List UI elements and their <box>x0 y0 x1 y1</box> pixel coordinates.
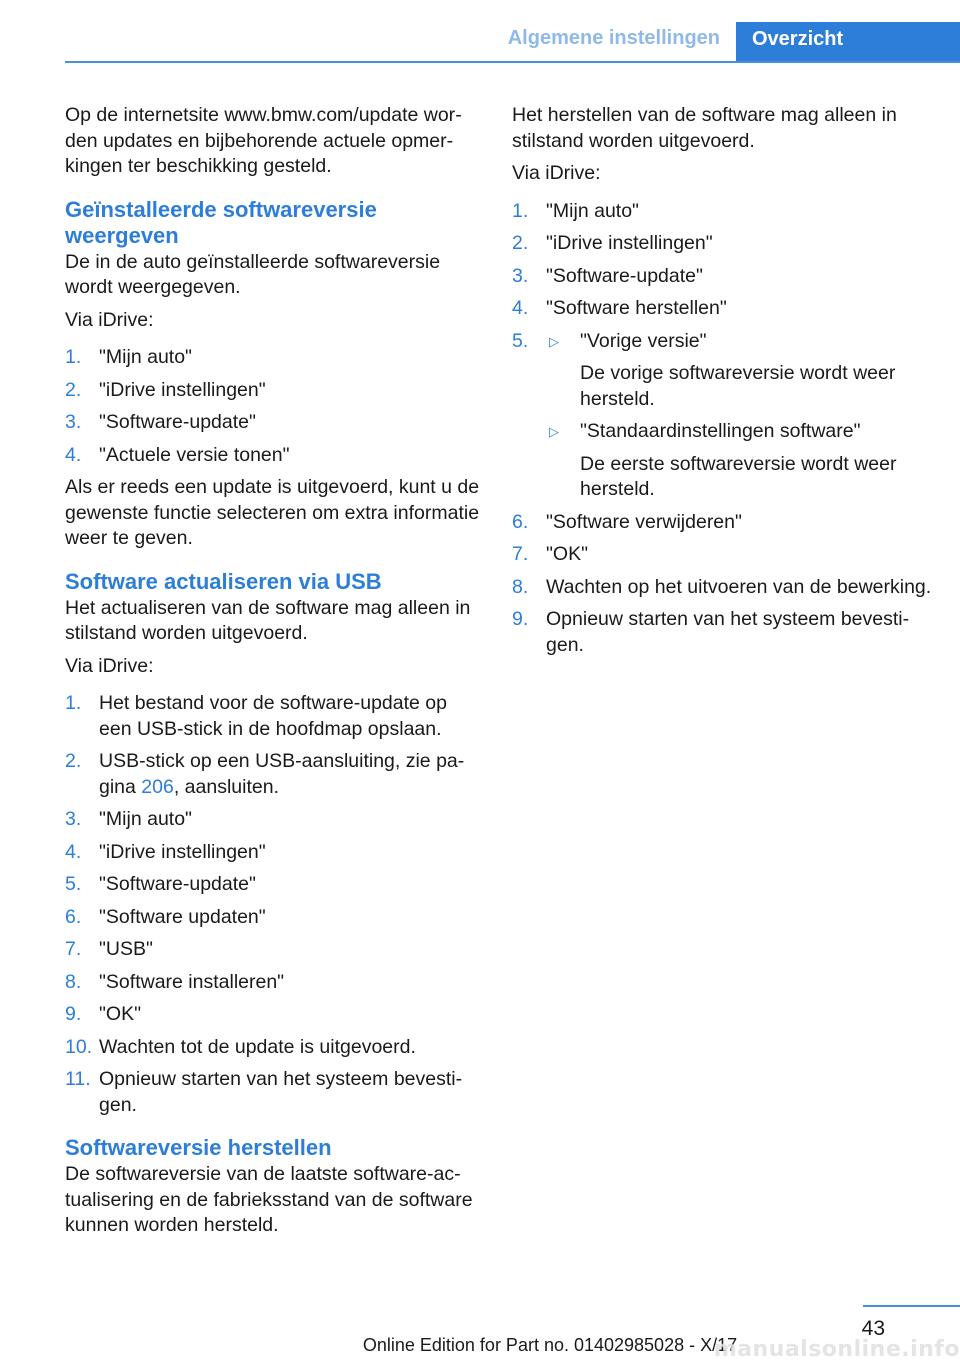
step-number: 9. <box>512 608 529 630</box>
step-number: 6. <box>65 905 82 928</box>
step-number: 3. <box>512 264 529 287</box>
step-number: 4. <box>65 840 82 863</box>
step-text: Wachten tot de update is uitgevoerd. <box>99 1035 416 1058</box>
heading-restore-version: Softwareversie herstellen <box>65 1135 332 1160</box>
list-item <box>65 840 483 866</box>
step-number: 2. <box>512 232 529 254</box>
heading-installed-version: Geïnstalleerde softwareversie weergeven <box>65 196 377 248</box>
page-link-206[interactable]: 206 <box>141 775 174 798</box>
list-item <box>65 443 483 469</box>
step-text: "Software-update" <box>99 411 256 433</box>
step-number: 7. <box>512 543 529 565</box>
step-number: 9. <box>65 1003 82 1025</box>
sub-options <box>546 329 937 503</box>
step-number: 4. <box>512 297 529 319</box>
step-number: 3. <box>65 808 82 830</box>
via-idrive-label: Via iDrive: <box>512 162 601 184</box>
list-item <box>65 1067 483 1118</box>
list-item <box>512 231 937 257</box>
list-item <box>512 542 937 568</box>
step-text: "Software installeren" <box>99 970 285 993</box>
step-number: 7. <box>65 938 82 960</box>
step-number: 1. <box>65 346 82 368</box>
step-number: 1. <box>512 199 529 222</box>
list-item <box>512 329 937 503</box>
step-text: "iDrive instellingen" <box>546 232 713 254</box>
step-text: "Software-update" <box>99 873 256 895</box>
step-number: 4. <box>65 443 82 466</box>
step-text: USB-stick op een USB-aansluiting, zie pagina <box>99 750 465 798</box>
watermark: manualsonline.info <box>713 1337 960 1362</box>
list-item <box>65 905 483 931</box>
step-number: 5. <box>512 329 529 352</box>
step-text: "Actuele versie tonen" <box>99 443 290 466</box>
heading-update-via-usb: Software actualiseren via USB <box>65 568 382 594</box>
via-idrive-label: Via iDrive: <box>65 308 154 331</box>
list-item <box>65 1002 483 1028</box>
step-text: Wachten op het uitvoeren van de bewerking. <box>546 575 932 598</box>
paragraph: De in de auto geïnstalleerde softwareversie wordt weergegeven. <box>65 250 441 298</box>
sub-option <box>546 419 937 503</box>
step-text: "OK" <box>546 543 589 565</box>
step-number: 2. <box>65 378 82 401</box>
step-text: "Mijn auto" <box>99 346 192 368</box>
sub-option-label: "Standaardinstellingen software" <box>580 420 861 442</box>
header-rule <box>65 61 960 63</box>
list-item <box>512 510 937 536</box>
step-number: 5. <box>65 873 82 895</box>
list-item <box>65 937 483 963</box>
step-text: "Mijn auto" <box>546 199 639 222</box>
step-number: 11. <box>65 1068 91 1090</box>
step-number: 2. <box>65 750 82 772</box>
step-text: "USB" <box>99 938 153 960</box>
step-text: "Software updaten" <box>99 905 266 928</box>
header-section-title: Algemene instellingen <box>507 27 720 49</box>
step-number: 1. <box>65 692 82 714</box>
sub-option-desc: De eerste softwareversie wordt weer hersteld. <box>580 452 897 500</box>
step-number: 6. <box>512 510 529 533</box>
right-column <box>512 103 937 665</box>
via-idrive-label: Via iDrive: <box>65 654 154 677</box>
sub-option <box>546 329 937 413</box>
list-item <box>65 691 483 742</box>
paragraph: Het herstellen van de software mag alleen in stilstand worden uitgevoerd. <box>512 104 897 152</box>
header-tab-overzicht: Overzicht <box>736 22 960 63</box>
sub-option-desc: De vorige softwareversie wordt weer hersteld. <box>580 362 896 410</box>
step-text: "Software-update" <box>546 264 703 287</box>
list-item <box>65 970 483 996</box>
list-item <box>65 345 483 371</box>
page-number: 43 <box>861 1317 885 1340</box>
step-text: Opnieuw starten van het systeem bevestigen. <box>546 608 910 656</box>
footer-rule <box>863 1305 960 1307</box>
step-text: "OK" <box>99 1003 142 1025</box>
step-number: 3. <box>65 411 82 433</box>
step-number: 8. <box>512 575 529 598</box>
step-text: "Software herstellen" <box>546 297 727 319</box>
steps-restore <box>512 199 937 659</box>
step-text: Het bestand voor de software-update op een USB-stick in de hoofdmap opslaan. <box>99 692 447 740</box>
edition-line: Online Edition for Part no. 01402985028 - X/17 <box>362 1335 738 1355</box>
triangle-bullet-icon: ▷ <box>549 333 559 349</box>
list-item <box>65 807 483 833</box>
step-text: "Software verwijderen" <box>546 510 742 533</box>
intro-paragraph: Op de internetsite www.bmw.com/update worden updates en bijbehorende actuele opmerkingen ter beschikking gesteld. <box>65 104 462 177</box>
sub-option-label: "Vorige versie" <box>580 329 707 352</box>
steps-update-via-usb <box>65 691 483 1118</box>
step-text: Opnieuw starten van het systeem bevestigen. <box>99 1068 463 1116</box>
paragraph: Het actualiseren van de software mag alleen in stilstand worden uitgevoerd. <box>65 596 471 644</box>
step-text: "Mijn auto" <box>99 808 192 830</box>
step-text: "iDrive instellingen" <box>99 840 266 863</box>
list-item <box>65 410 483 436</box>
list-item <box>65 1035 483 1061</box>
list-item <box>512 607 937 658</box>
step-number: 8. <box>65 970 82 993</box>
left-column <box>65 103 483 1246</box>
list-item <box>65 872 483 898</box>
triangle-bullet-icon: ▷ <box>549 424 559 439</box>
step-number: 10. <box>65 1035 93 1058</box>
list-item <box>65 749 483 800</box>
paragraph: De softwareversie van de laatste software-actualisering en de fabrieksstand van de software kunnen worden hersteld. <box>65 1163 473 1236</box>
list-item <box>512 264 937 290</box>
list-item <box>65 378 483 404</box>
steps-installed-version <box>65 345 483 468</box>
step-text: , aansluiten. <box>173 775 279 798</box>
paragraph: Als er reeds een update is uitgevoerd, kunt u de gewenste functie selecteren om extra informatie weer te geven. <box>65 476 480 549</box>
list-item <box>512 199 937 225</box>
list-item <box>512 296 937 322</box>
list-item <box>512 575 937 601</box>
step-text: "iDrive instellingen" <box>99 378 266 401</box>
